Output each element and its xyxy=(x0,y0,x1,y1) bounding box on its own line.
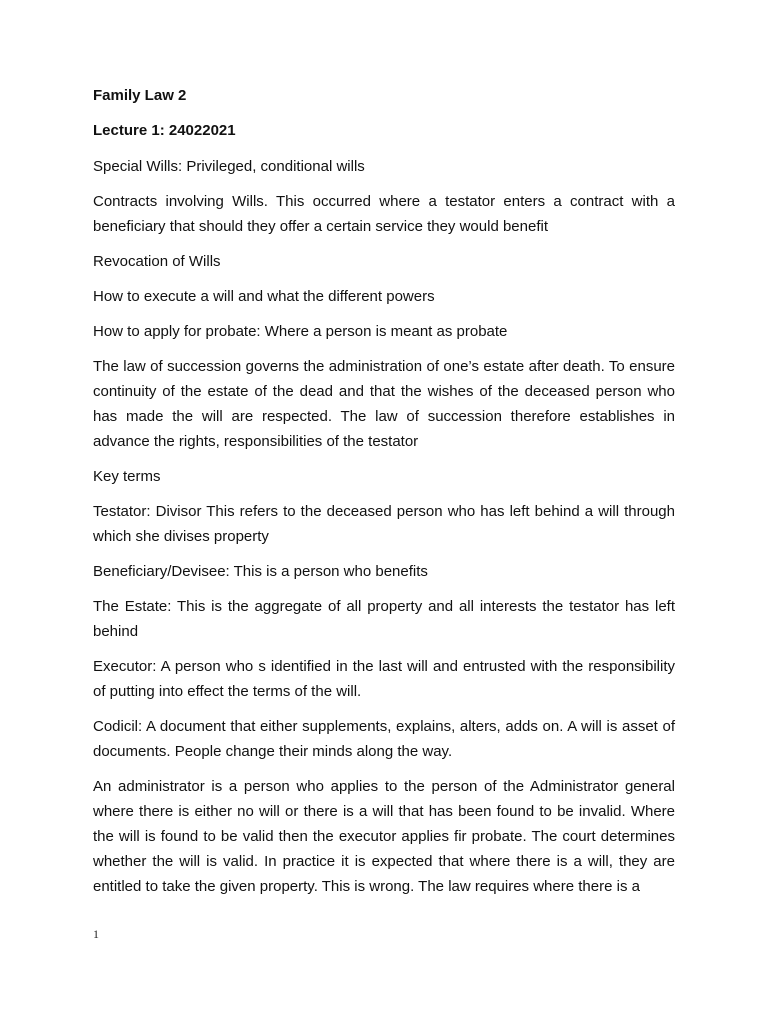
paragraph-testator: Testator: Divisor This refers to the deceased person who has left behind a will through which she divises property xyxy=(93,503,675,545)
paragraph-codicil: Codicil: A document that either supplements, explains, alters, adds on. A will is asset of documents. People change their minds along the way. xyxy=(93,718,675,760)
paragraph-key-terms: Key terms xyxy=(93,468,161,485)
paragraph-execute-a-will: How to execute a will and what the different powers xyxy=(93,288,435,305)
document-title: Family Law 2 xyxy=(93,87,187,104)
paragraph-law-of-succession: The law of succession governs the administration of one’s estate after death. To ensure continuity of the estate of the dead and that the wishes of the deceased person who has made the will are respected. The law of succession therefore establishes in advance the rights, responsibilities of the testator xyxy=(93,358,675,450)
paragraph-executor: Executor: A person who s identified in the last will and entrusted with the responsibility of putting into effect the terms of the will. xyxy=(93,658,675,700)
document-body xyxy=(93,84,675,909)
paragraph-estate: The Estate: This is the aggregate of all property and all interests the testator has left behind xyxy=(93,598,675,640)
paragraph-revocation-of-wills: Revocation of Wills xyxy=(93,253,221,270)
page-number: 1 xyxy=(93,927,99,941)
paragraph-administrator: An administrator is a person who applies to the person of the Administrator general where there is either no will or there is a will that has been found to be invalid. Where the will is found to be valid then the executor applies fir probate. The court determines whether the will is valid. In practice it is expected that where there is a will, they are entitled to take the given property. This is wrong. The law requires where there is a xyxy=(93,778,675,895)
paragraph-beneficiary: Beneficiary/Devisee: This is a person who benefits xyxy=(93,563,428,580)
paragraph-apply-for-probate: How to apply for probate: Where a person is meant as probate xyxy=(93,323,508,340)
paragraph-special-wills: Special Wills: Privileged, conditional wills xyxy=(93,158,365,175)
lecture-heading: Lecture 1: 24022021 xyxy=(93,122,236,139)
paragraph-contracts-involving-wills: Contracts involving Wills. This occurred where a testator enters a contract with a beneficiary that should they offer a certain service they would benefit xyxy=(93,193,675,235)
